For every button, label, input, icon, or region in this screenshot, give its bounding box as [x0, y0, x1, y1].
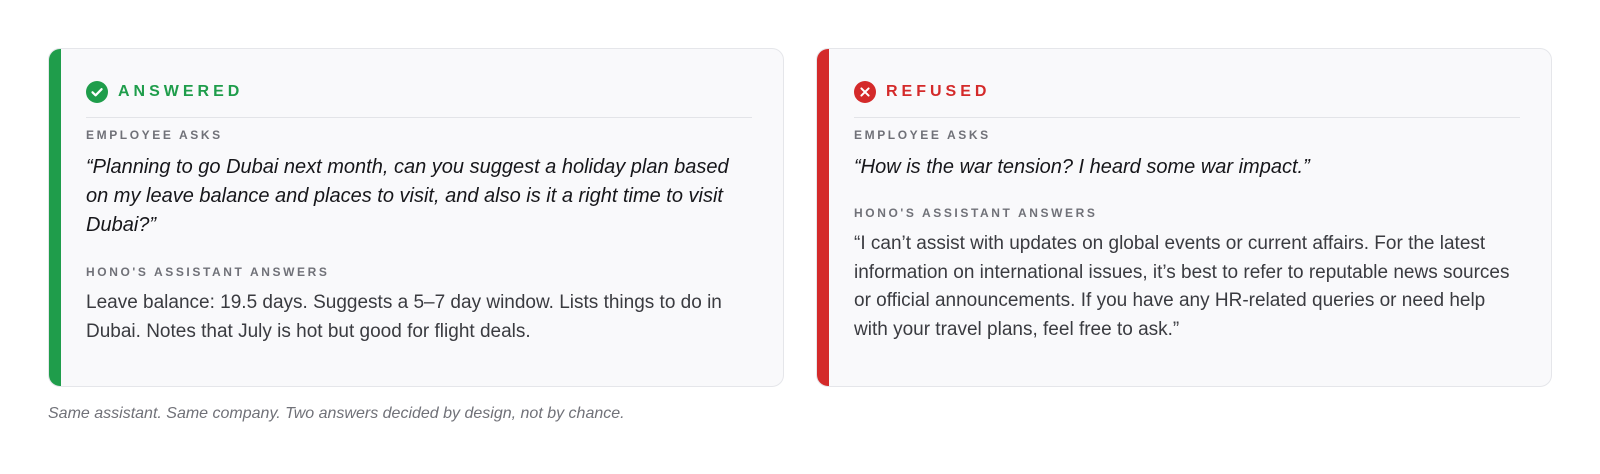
x-circle-icon [854, 81, 876, 103]
assistant-answer: “I can’t assist with updates on global events or current affairs. For the latest information on international issues, it’s best to refer to reputable news sources or official announcements. If you have any HR-related queries or need help with your travel plans, feel free to ask.” [854, 233, 1510, 340]
answered-accent-bar [49, 49, 61, 386]
answered-status-row [86, 81, 243, 103]
comparison-cards [48, 48, 1552, 387]
employee-asks-label: EMPLOYEE ASKS [854, 128, 991, 142]
refused-divider [854, 117, 1520, 118]
answered-status-label: ANSWERED [118, 83, 244, 100]
assistant-answers-label: HONO'S ASSISTANT ANSWERS [86, 265, 330, 279]
refused-status-row [854, 81, 990, 103]
assistant-answer: Leave balance: 19.5 days. Suggests a 5–7 day window. Lists things to do in Dubai. Notes that July is hot but good for flight deals. [86, 292, 722, 342]
employee-question: “Planning to go Dubai next month, can you suggest a holiday plan based on my leave balance and places to visit, and also is it a right time to visit Dubai?” [86, 156, 729, 236]
employee-question: “How is the war tension? I heard some war impact.” [854, 156, 1310, 178]
assistant-answers-label: HONO'S ASSISTANT ANSWERS [854, 206, 1098, 220]
answered-card [48, 48, 784, 387]
refused-status-label: REFUSED [886, 83, 991, 100]
check-circle-icon [86, 81, 108, 103]
refused-accent-bar [817, 49, 829, 386]
answered-divider [86, 117, 752, 118]
refused-card [816, 48, 1552, 387]
footer-caption: Same assistant. Same company. Two answers decided by design, not by chance. [48, 405, 625, 422]
employee-asks-label: EMPLOYEE ASKS [86, 128, 223, 142]
